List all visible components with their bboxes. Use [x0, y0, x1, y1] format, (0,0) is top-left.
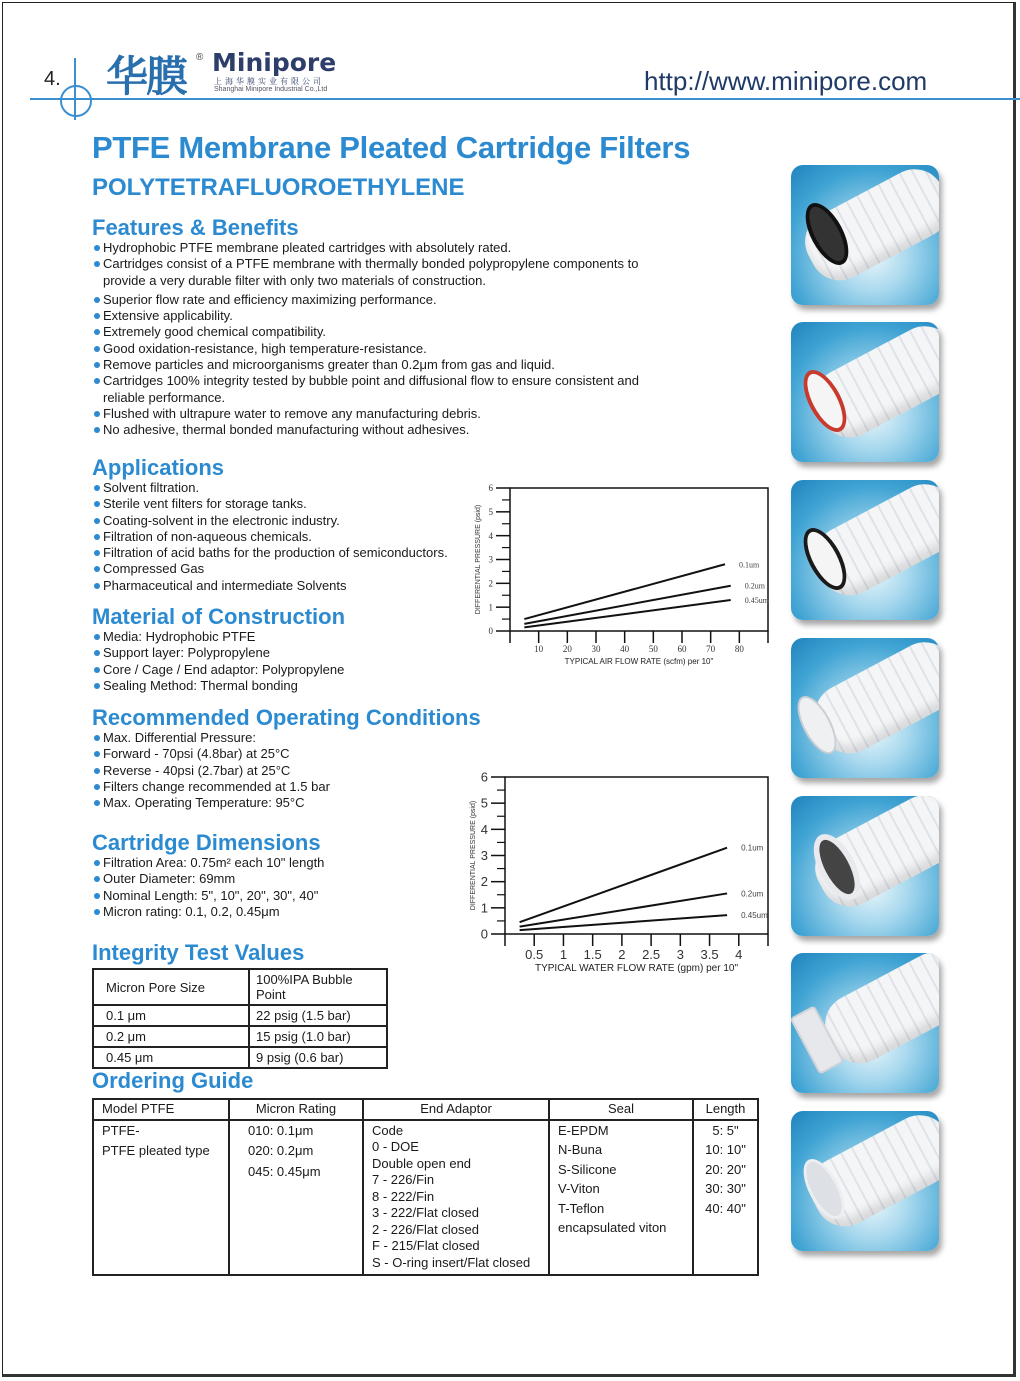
- seal-line: V-Viton: [558, 1181, 600, 1197]
- applications-heading: Applications: [92, 455, 225, 480]
- model-cell: [93, 1120, 229, 1275]
- table-cell: 9 psig (0.6 bar): [249, 1047, 387, 1068]
- y-tick-label: 2: [480, 874, 488, 890]
- series-label: 0.2um: [744, 581, 765, 591]
- x-tick-label: 40: [620, 644, 630, 654]
- materials-heading: Material of Construction: [92, 604, 346, 629]
- x-tick-label: 4: [735, 947, 743, 962]
- micron-line: 010: 0.1μm: [248, 1122, 314, 1138]
- integrity-table: [92, 968, 388, 1069]
- y-tick-label: 6: [480, 769, 488, 785]
- table-row: [93, 1047, 387, 1068]
- seal-line: T-Teflon: [558, 1200, 605, 1216]
- applications-item: Filtration of acid baths for the production of semiconductors.: [92, 545, 482, 561]
- x-tick-label: 3.5: [700, 947, 719, 962]
- features-item: Good oxidation-resistance, high temperature-resistance.: [92, 341, 682, 357]
- x-tick-label: 10: [534, 644, 544, 654]
- y-tick-label: 4: [488, 530, 493, 541]
- dimensions-heading: Cartridge Dimensions: [92, 830, 321, 855]
- x-axis-label: TYPICAL WATER FLOW RATE (gpm) per 10": [534, 963, 739, 974]
- table-row: [93, 1005, 387, 1026]
- company-name-cn: 上海华膜实业有限公司: [214, 77, 324, 86]
- micron-line: 020: 0.2μm: [248, 1143, 314, 1159]
- micron-line: 045: 0.45μm: [248, 1163, 321, 1179]
- end-adaptor-line: 0 - DOE: [372, 1139, 419, 1155]
- x-tick-label: 1: [559, 947, 568, 962]
- length-line: 5: 5": [712, 1122, 739, 1138]
- crosshair-mark-circle: [60, 85, 92, 117]
- x-tick-label: 0.5: [525, 947, 544, 962]
- end-adaptor-line: 8 - 222/Fin: [372, 1188, 435, 1204]
- applications-item: Compressed Gas: [92, 561, 482, 577]
- y-tick-label: 5: [488, 506, 493, 517]
- model-line: PTFE-: [102, 1122, 140, 1138]
- y-tick-label: 3: [488, 554, 493, 565]
- operating-item: Reverse - 40psi (2.7bar) at 25°C: [92, 763, 452, 779]
- table-header-cell: Micron Pore Size: [93, 969, 249, 1005]
- air-flow-chart: [470, 478, 780, 673]
- features-heading: Features & Benefits: [92, 215, 299, 240]
- x-tick-label: 2: [618, 947, 626, 962]
- length-cell: [693, 1120, 758, 1275]
- seal-line: S-Silicone: [558, 1161, 617, 1177]
- product-photo: [791, 322, 939, 462]
- features-item: Flushed with ultrapure water to remove any manufacturing debris.: [92, 406, 682, 422]
- dimensions-list: [92, 855, 452, 920]
- ordering-heading: Ordering Guide: [92, 1068, 254, 1093]
- logo-english: Minipore: [212, 48, 337, 77]
- seal-cell: [549, 1120, 693, 1275]
- registered-icon: ®: [196, 52, 204, 63]
- table-row: [93, 1026, 387, 1047]
- end-adaptor-line: F - 215/Flat closed: [372, 1238, 480, 1254]
- length-line: 40: 40": [705, 1200, 746, 1216]
- features-item: Cartridges 100% integrity tested by bubble point and diffusional flow to ensure consistent and reliable performance.: [92, 373, 682, 406]
- table-cell: 0.1 μm: [93, 1005, 249, 1026]
- materials-item: Core / Cage / End adaptor: Polypropylene: [92, 662, 472, 678]
- end-adaptor-line: 7 - 226/Fin: [372, 1172, 435, 1188]
- features-item: Extremely good chemical compatibility.: [92, 324, 682, 340]
- applications-item: Pharmaceutical and intermediate Solvents: [92, 578, 482, 594]
- integrity-heading: Integrity Test Values: [92, 940, 305, 965]
- features-item: Superior flow rate and efficiency maximizing performance.: [92, 292, 682, 308]
- product-photo: [791, 796, 939, 936]
- product-photo: [791, 1111, 939, 1251]
- micron-cell: [229, 1120, 363, 1275]
- plot-frame: [510, 488, 768, 631]
- series-label: 0.45um: [744, 596, 769, 606]
- materials-item: Support layer: Polypropylene: [92, 645, 472, 661]
- x-tick-label: 80: [734, 644, 744, 654]
- series-label: 0.45um: [741, 911, 768, 921]
- end-adaptor-line: 2 - 226/Flat closed: [372, 1221, 479, 1237]
- table-header-row: [93, 1099, 758, 1120]
- plot-frame: [505, 777, 768, 934]
- y-axis-label: DIFFERENTIAL PRESSURE (psid): [475, 504, 482, 615]
- ordering-table: [92, 1098, 759, 1276]
- y-tick-label: 2: [488, 578, 493, 589]
- table-cell: 22 psig (1.5 bar): [249, 1005, 387, 1026]
- table-header-cell: End Adaptor: [363, 1099, 549, 1120]
- website-link[interactable]: http://www.minipore.com: [644, 66, 928, 96]
- end-adaptor-line: Code: [372, 1122, 404, 1138]
- x-tick-label: 3: [676, 947, 684, 962]
- series-label: 0.2um: [741, 889, 764, 899]
- x-tick-label: 30: [591, 644, 601, 654]
- y-tick-label: 1: [480, 900, 488, 916]
- product-photo: [791, 165, 939, 305]
- x-axis-label: TYPICAL AIR FLOW RATE (scfm) per 10": [564, 657, 714, 666]
- x-tick-label: 1.5: [583, 947, 602, 962]
- y-axis-label: DIFFERENTIAL PRESSURE (psid): [470, 800, 477, 911]
- product-photo: [791, 638, 939, 778]
- table-cell: 0.2 μm: [93, 1026, 249, 1047]
- applications-item: Solvent filtration.: [92, 480, 482, 496]
- table-cell: 0.45 μm: [93, 1047, 249, 1068]
- water-flow-chart: [450, 762, 780, 982]
- dimensions-item: Filtration Area: 0.75m² each 10" length: [92, 855, 452, 871]
- applications-item: Sterile vent filters for storage tanks.: [92, 496, 482, 512]
- dimensions-item: Micron rating: 0.1, 0.2, 0.45μm: [92, 904, 452, 920]
- operating-list: [92, 730, 452, 811]
- table-header-row: [93, 969, 387, 1005]
- company-name-en: Shanghai Minipore Industrial Co.,Ltd: [214, 86, 328, 93]
- table-header-cell: Length: [693, 1099, 758, 1120]
- y-tick-label: 6: [488, 483, 493, 494]
- seal-line: encapsulated viton: [558, 1220, 667, 1236]
- y-tick-label: 0: [480, 926, 488, 942]
- end-adaptor-line: S - O-ring insert/Flat closed: [372, 1254, 531, 1270]
- operating-item: Forward - 70psi (4.8bar) at 25°C: [92, 746, 452, 762]
- features-item: Cartridges consist of a PTFE membrane with thermally bonded polypropylene components to provide a very durable filter with only two materials of construction.: [92, 256, 682, 289]
- length-line: 20: 20": [705, 1161, 746, 1177]
- series-label: 0.1um: [739, 560, 760, 570]
- features-item: Hydrophobic PTFE membrane pleated cartridges with absolutely rated.: [92, 240, 682, 256]
- page-subtitle: POLYTETRAFLUOROETHYLENE: [92, 174, 465, 201]
- features-item: Extensive applicability.: [92, 308, 682, 324]
- dimensions-item: Outer Diameter: 69mm: [92, 871, 452, 887]
- product-photo: [791, 480, 939, 620]
- features-list: [92, 240, 682, 439]
- table-row: [93, 1120, 758, 1275]
- end-adaptor-line: 3 - 222/Flat closed: [372, 1205, 479, 1221]
- x-tick-label: 70: [706, 644, 716, 654]
- materials-item: Sealing Method: Thermal bonding: [92, 678, 472, 694]
- applications-item: Coating-solvent in the electronic industry.: [92, 513, 482, 529]
- product-photo: [791, 953, 939, 1093]
- y-tick-label: 5: [480, 795, 488, 811]
- y-tick-label: 4: [480, 821, 488, 837]
- table-header-cell: Model PTFE: [93, 1099, 229, 1120]
- page-number: 4.: [44, 68, 61, 90]
- x-tick-label: 20: [562, 644, 572, 654]
- series-label: 0.1um: [741, 843, 764, 853]
- materials-list: [92, 629, 472, 694]
- y-tick-label: 1: [488, 602, 493, 613]
- operating-item: Max. Differential Pressure:: [92, 730, 452, 746]
- features-item: Remove particles and microorganisms greater than 0.2μm from gas and liquid.: [92, 357, 682, 373]
- model-line: PTFE pleated type: [102, 1143, 210, 1159]
- end-adaptor-line: Double open end: [372, 1155, 472, 1171]
- operating-item: Filters change recommended at 1.5 bar: [92, 779, 452, 795]
- dimensions-item: Nominal Length: 5", 10", 20", 30", 40": [92, 888, 452, 904]
- table-header-cell: Seal: [549, 1099, 693, 1120]
- table-header-cell: Micron Rating: [229, 1099, 363, 1120]
- applications-item: Filtration of non-aqueous chemicals.: [92, 529, 482, 545]
- features-item: No adhesive, thermal bonded manufacturing without adhesives.: [92, 422, 682, 438]
- x-tick-label: 60: [677, 644, 687, 654]
- operating-heading: Recommended Operating Conditions: [92, 705, 481, 730]
- length-line: 10: 10": [705, 1142, 746, 1158]
- x-tick-label: 50: [648, 644, 658, 654]
- page-title: PTFE Membrane Pleated Cartridge Filters: [92, 130, 691, 165]
- seal-line: E-EPDM: [558, 1122, 609, 1138]
- y-tick-label: 3: [480, 848, 488, 864]
- table-header-cell: 100%IPA Bubble Point: [249, 969, 387, 1005]
- end-adaptor-cell: [363, 1120, 549, 1275]
- seal-line: N-Buna: [558, 1142, 603, 1158]
- materials-item: Media: Hydrophobic PTFE: [92, 629, 472, 645]
- table-cell: 15 psig (1.0 bar): [249, 1026, 387, 1047]
- x-tick-label: 2.5: [642, 947, 661, 962]
- length-line: 30: 30": [705, 1181, 746, 1197]
- applications-list: [92, 480, 482, 594]
- logo-chinese: 华膜: [106, 52, 187, 101]
- operating-item: Max. Operating Temperature: 95°C: [92, 795, 452, 811]
- y-tick-label: 0: [488, 626, 493, 637]
